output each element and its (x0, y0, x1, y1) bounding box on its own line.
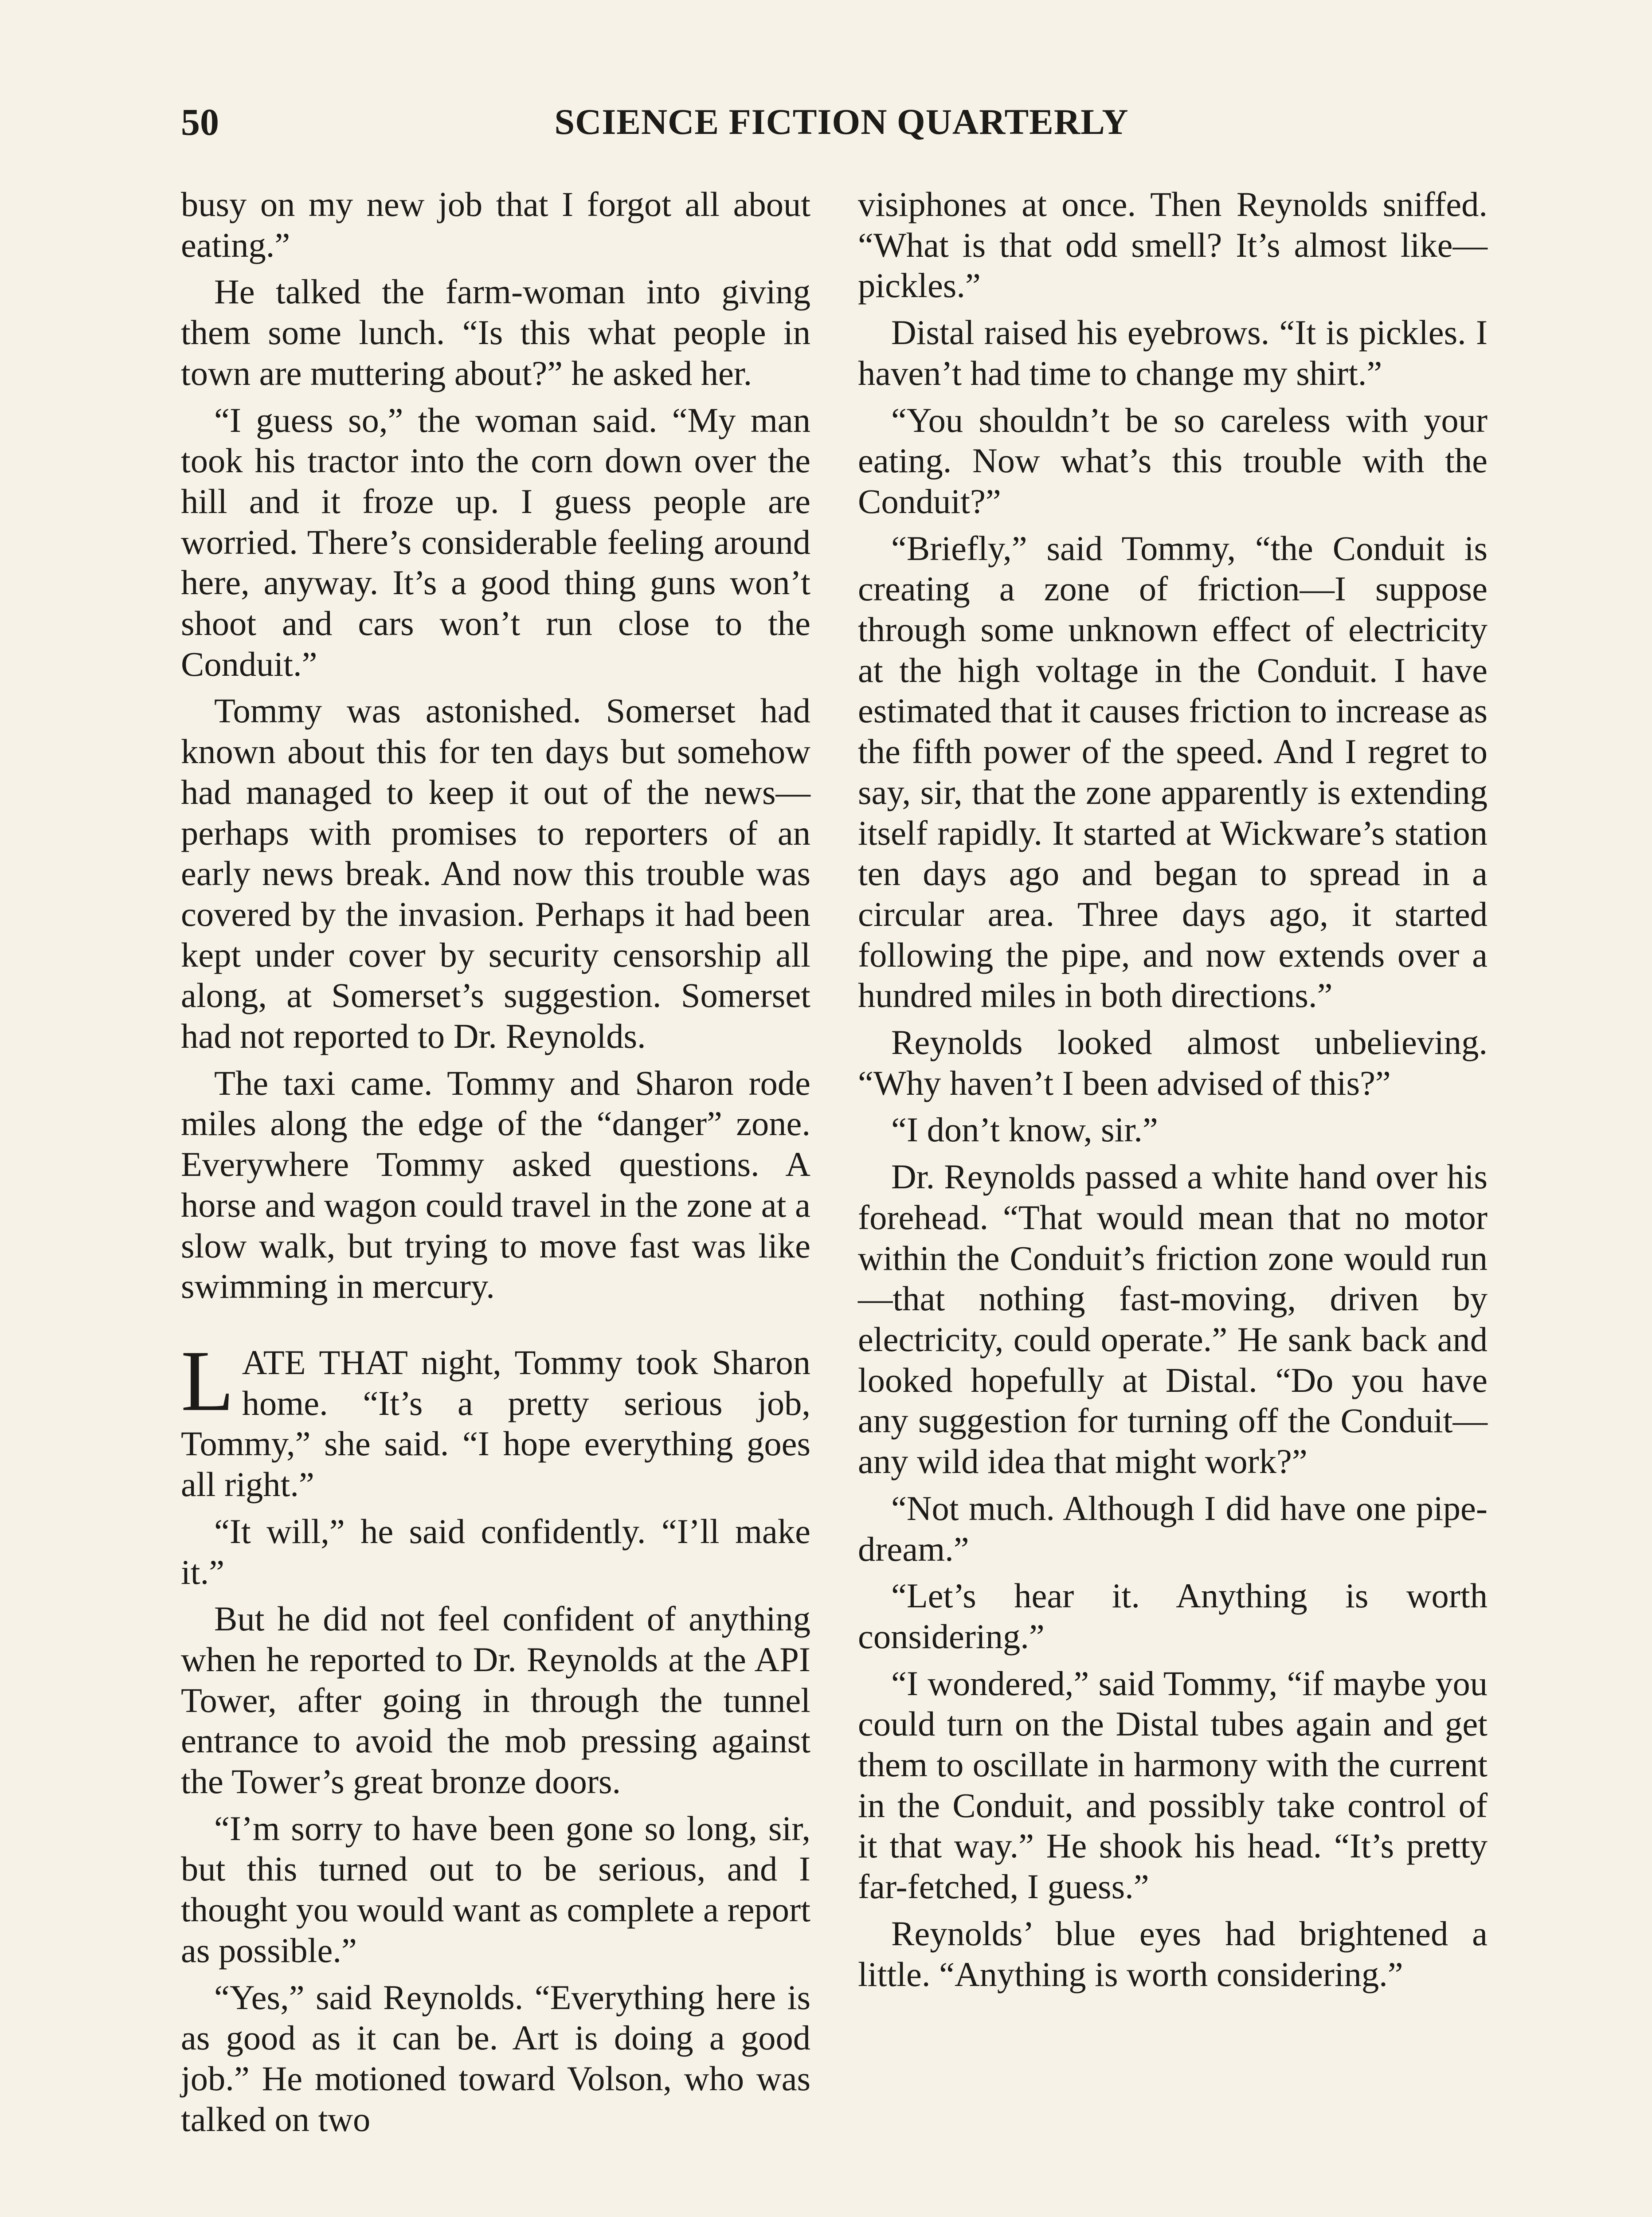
paragraph: “Yes,” said Reynolds. “Everything here is as good as it can be. Art is doing a good job.” He motioned toward Volson, who was talked on two (181, 1978, 810, 2139)
paragraph: “It will,” he said confidently. “I’ll make it.” (181, 1512, 810, 1591)
paragraph: Distal raised his eyebrows. “It is pickles. I haven’t had time to change my shirt.” (858, 313, 1488, 392)
paragraph: “I wondered,” said Tommy, “if maybe you could turn on the Distal tubes again and get them to oscillate in harmony with the current in the Conduit, and possibly take control of it that way.” He shook his head. “It’s pretty far-fetched, I guess.” (858, 1664, 1488, 1906)
section-break (181, 1332, 810, 1505)
running-title: SCIENCE FICTION QUARTERLY (554, 102, 1129, 142)
page-number: 50 (181, 101, 219, 143)
paragraph: visiphones at once. Then Reynolds sniffed. “What is that odd smell? It’s almost like—pickles.” (858, 185, 1488, 305)
paragraph: “I’m sorry to have been gone so long, sir, but this turned out to be serious, and I thought you would want as complete a report as possible.” (181, 1809, 810, 1970)
paragraph: “Not much. Although I did have one pipe-dream.” (858, 1488, 1488, 1568)
paragraph: The taxi came. Tommy and Sharon rode miles along the edge of the “danger” zone. Everywhere Tommy asked questions. A horse and wagon could travel in the zone at a slow walk, but trying to move fast was like swimming in mercury. (181, 1063, 810, 1306)
paragraph: “Briefly,” said Tommy, “the Conduit is creating a zone of friction—I suppose through some unknown effect of electricity at the high voltage in the Conduit. I have estimated that it causes friction to increase as the fifth power of the speed. And I regret to say, sir, that the zone apparently is extending itself rapidly. It started at Wickware’s station ten days ago and began to spread in a circular area. Three days ago, it started following the pipe, and now extends over a hundred miles in both directions.” (858, 529, 1488, 1015)
left-column (181, 184, 810, 2139)
paragraph: Tommy was astonished. Somerset had known about this for ten days but somehow had managed to keep it out of the news—perhaps with promises to reporters of an early news break. And now this trouble was covered by the invasion. Perhaps it had been kept under cover by security censorship all along, at Somerset’s suggestion. Somerset had not reported to Dr. Reynolds. (181, 691, 810, 1056)
paragraph: Reynolds’ blue eyes had brightened a little. “Anything is worth considering.” (858, 1914, 1488, 1994)
paragraph: “Let’s hear it. Anything is worth considering.” (858, 1576, 1488, 1656)
drop-cap-letter: L (181, 1332, 234, 1429)
paragraph: But he did not feel confident of anything when he reported to Dr. Reynolds at the API Tower, after going in through the tunnel entrance to avoid the mob pressing against the Tower’s great bronze doors. (181, 1599, 810, 1801)
paragraph: “You shouldn’t be so careless with your eating. Now what’s this trouble with the Conduit?” (858, 400, 1488, 521)
paragraph: “I don’t know, sir.” (891, 1110, 1158, 1149)
paragraph: Reynolds looked almost unbelieving. “Why haven’t I been advised of this?” (858, 1023, 1488, 1102)
paragraph: busy on my new job that I forgot all about eating.” (181, 185, 810, 264)
paragraph: He talked the farm-woman into giving them some lunch. “Is this what people in town are muttering about?” he asked her. (181, 272, 810, 392)
right-column (858, 184, 1488, 1994)
page-header (181, 95, 1502, 149)
paragraph: “I guess so,” the woman said. “My man took his tractor into the corn down over the hill and it froze up. I guess people are worried. There’s considerable feeling around here, anyway. It’s a good thing guns won’t shoot and cars won’t run close to the Conduit.” (181, 400, 810, 683)
paragraph: Dr. Reynolds passed a white hand over his forehead. “That would mean that no motor within the Conduit’s friction zone would run—that nothing fast-moving, driven by electricity, could operate.” He sank back and looked hopefully at Distal. “Do you have any suggestion for turning off the Conduit—any wild idea that might work?” (858, 1157, 1488, 1481)
dropcap-paragraph (181, 1332, 810, 1505)
paragraph-text: ATE THAT night, Tommy took Sharon home. “It’s a pretty serious job, Tommy,” she said. “I hope everything goes all right.” (181, 1343, 810, 1504)
